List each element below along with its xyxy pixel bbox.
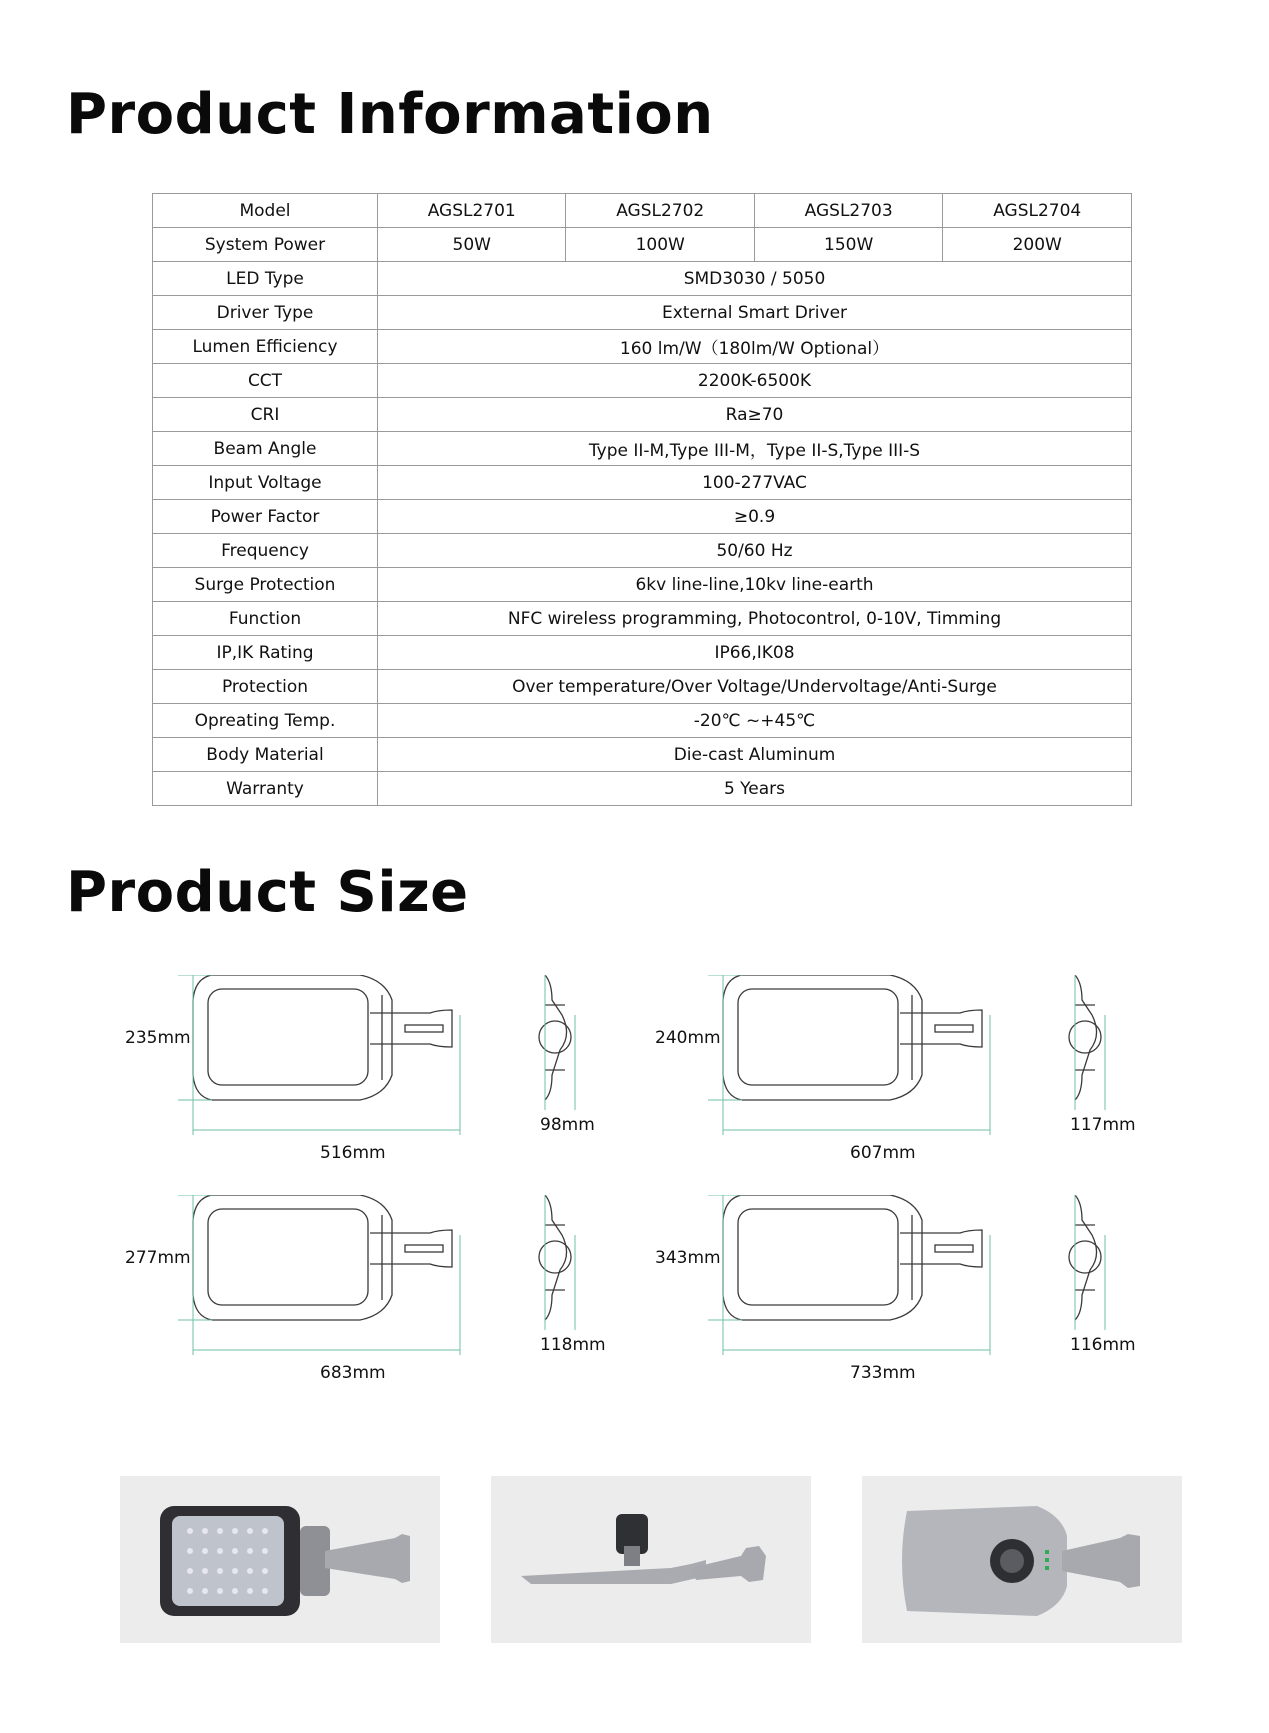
- spec-label: Surge Protection: [153, 568, 378, 602]
- length-dimension-label: 733mm: [850, 1363, 916, 1383]
- model-cell: AGSL2702: [566, 194, 754, 228]
- power-cell: 150W: [754, 228, 942, 262]
- spec-row: [153, 636, 1132, 670]
- spec-row: [153, 500, 1132, 534]
- width-dimension-label: 277mm: [125, 1248, 191, 1268]
- product-size-heading: Product Size: [66, 860, 469, 925]
- spec-row-power: [153, 228, 1132, 262]
- length-dimension-label: 516mm: [320, 1143, 386, 1163]
- spec-label: Warranty: [153, 772, 378, 806]
- spec-value: NFC wireless programming, Photocontrol, 0-10V, Timming: [378, 602, 1132, 636]
- spec-label: Model: [153, 194, 378, 228]
- spec-value: 2200K-6500K: [378, 364, 1132, 398]
- spec-row: [153, 466, 1132, 500]
- model-cell: AGSL2701: [378, 194, 566, 228]
- spec-value: Type II-M,Type III-M，Type II-S,Type III-S: [378, 432, 1132, 466]
- spec-value: 5 Years: [378, 772, 1132, 806]
- height-dimension-label: 117mm: [1070, 1115, 1136, 1135]
- model-cell: AGSL2703: [754, 194, 942, 228]
- width-dimension-label: 240mm: [655, 1028, 721, 1048]
- spec-value: 100-277VAC: [378, 466, 1132, 500]
- spec-label: Function: [153, 602, 378, 636]
- spec-label: CRI: [153, 398, 378, 432]
- dimension-drawing: [650, 1195, 1170, 1395]
- spec-value: SMD3030 / 5050: [378, 262, 1132, 296]
- power-cell: 200W: [943, 228, 1132, 262]
- spec-row: [153, 364, 1132, 398]
- spec-table: [152, 193, 1132, 806]
- spec-value: External Smart Driver: [378, 296, 1132, 330]
- spec-label: Input Voltage: [153, 466, 378, 500]
- spec-label: LED Type: [153, 262, 378, 296]
- spec-row: [153, 568, 1132, 602]
- dimension-drawing: [120, 1195, 640, 1395]
- spec-label: Frequency: [153, 534, 378, 568]
- spec-row: [153, 704, 1132, 738]
- height-dimension-label: 118mm: [540, 1335, 606, 1355]
- spec-row: [153, 534, 1132, 568]
- product-photo-side: [491, 1476, 811, 1643]
- spec-label: Body Material: [153, 738, 378, 772]
- length-dimension-label: 607mm: [850, 1143, 916, 1163]
- spec-label: System Power: [153, 228, 378, 262]
- spec-value: ≥0.9: [378, 500, 1132, 534]
- spec-label: Power Factor: [153, 500, 378, 534]
- spec-value: 160 lm/W（180lm/W Optional）: [378, 330, 1132, 364]
- spec-row: [153, 670, 1132, 704]
- dimension-drawing: [650, 975, 1170, 1175]
- length-dimension-label: 683mm: [320, 1363, 386, 1383]
- spec-row-model: [153, 194, 1132, 228]
- spec-label: IP,IK Rating: [153, 636, 378, 670]
- width-dimension-label: 235mm: [125, 1028, 191, 1048]
- spec-value: Over temperature/Over Voltage/Undervoltage/Anti-Surge: [378, 670, 1132, 704]
- spec-value: 50/60 Hz: [378, 534, 1132, 568]
- spec-value: Die-cast Aluminum: [378, 738, 1132, 772]
- spec-value: Ra≥70: [378, 398, 1132, 432]
- power-cell: 50W: [378, 228, 566, 262]
- spec-row: [153, 738, 1132, 772]
- spec-row: [153, 330, 1132, 364]
- spec-label: Lumen Efficiency: [153, 330, 378, 364]
- luminaire-side-image: [491, 1476, 811, 1643]
- spec-value: 6kv line-line,10kv line-earth: [378, 568, 1132, 602]
- power-cell: 100W: [566, 228, 754, 262]
- spec-label: Driver Type: [153, 296, 378, 330]
- product-photo-top: [862, 1476, 1182, 1643]
- luminaire-top-image: [862, 1476, 1182, 1643]
- spec-label: CCT: [153, 364, 378, 398]
- luminaire-front-image: [120, 1476, 440, 1643]
- spec-label: Opreating Temp.: [153, 704, 378, 738]
- spec-row: [153, 398, 1132, 432]
- spec-label: Beam Angle: [153, 432, 378, 466]
- model-cell: AGSL2704: [943, 194, 1132, 228]
- spec-row: [153, 432, 1132, 466]
- height-dimension-label: 116mm: [1070, 1335, 1136, 1355]
- width-dimension-label: 343mm: [655, 1248, 721, 1268]
- dimension-drawing: [120, 975, 640, 1175]
- spec-row: [153, 262, 1132, 296]
- spec-row: [153, 602, 1132, 636]
- spec-row: [153, 772, 1132, 806]
- height-dimension-label: 98mm: [540, 1115, 595, 1135]
- spec-row: [153, 296, 1132, 330]
- product-photo-front: [120, 1476, 440, 1643]
- spec-label: Protection: [153, 670, 378, 704]
- product-information-heading: Product Information: [66, 82, 714, 147]
- spec-value: IP66,IK08: [378, 636, 1132, 670]
- spec-value: -20℃ ~+45℃: [378, 704, 1132, 738]
